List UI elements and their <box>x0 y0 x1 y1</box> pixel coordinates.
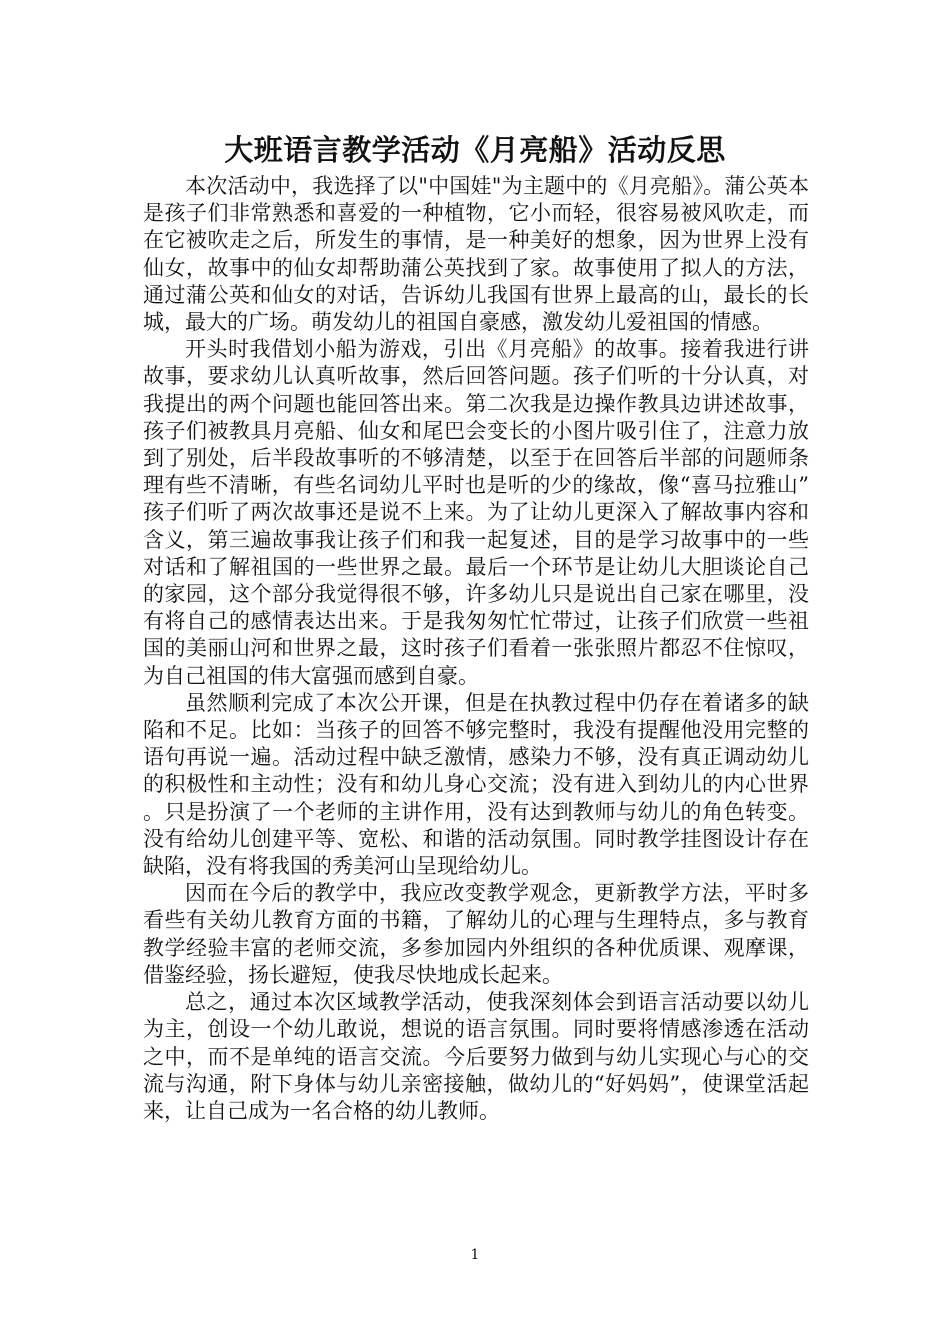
document-title: 大班语言教学活动《月亮船》活动反思 <box>224 133 726 167</box>
paragraph-process: 开头时我借划小船为游戏，引出《月亮船》的故事。接着我进行讲故事，要求幼儿认真听故事，然后回答问题。孩子们听的十分认真，对我提出的两个问题也能回答出来。第二次我是边操作教具边讲述故事，孩子们被教具月亮船、仙女和尾巴会变长的小图片吸引住了，注意力放到了别处，后半段故事听的不够清楚，以至于在回答后半部的问题师条理有些不清晰，有些名词幼儿平时也是听的少的缘故，像“喜马拉雅山”孩子们听了两次故事还是说不上来。为了让幼儿更深入了解故事内容和含义，第三遍故事我让孩子们和我一起复述，目的是学习故事中的一些对话和了解祖国的一些世界之最。最后一个环节是让幼儿大胆谈论自己的家园，这个部分我觉得很不够，许多幼儿只是说出自己家在哪里，没有将自己的感情表达出来。于是我匆匆忙忙带过，让孩子们欣赏一些祖国的美丽山河和世界之最，这时孩子们看着一张张照片都忍不住惊叹，为自己祖国的伟大富强而感到自豪。 <box>143 337 809 688</box>
paragraph-conclusion: 总之，通过本次区域教学活动，使我深刻体会到语言活动要以幼儿为主，创设一个幼儿敢说，想说的语言氛围。同时要将情感渗透在活动之中，而不是单纯的语言交流。今后要努力做到与幼儿实现心与心的交流与沟通，附下身体与幼儿亲密接触，做幼儿的“好妈妈”，使课堂活起来，让自己成为一名合格的幼儿教师。 <box>143 990 809 1123</box>
page-number: 1 <box>470 1247 480 1263</box>
paragraph-intro: 本次活动中，我选择了以"中国娃"为主题中的《月亮船》。蒲公英本是孩子们非常熟悉和喜爱的一种植物，它小而轻，很容易被风吹走，而在它被吹走之后，所发生的事情，是一种美好的想象，因为世界上没有仙女，故事中的仙女却帮助蒲公英找到了家。故事使用了拟人的方法，通过蒲公英和仙女的对话，告诉幼儿我国有世界上最高的山，最长的长城，最大的广场。萌发幼儿的祖国自豪感，激发幼儿爱祖国的情感。 <box>143 174 809 335</box>
document-body <box>143 173 809 1125</box>
paragraph-improvements: 因而在今后的教学中，我应改变教学观念，更新教学方法，平时多看些有关幼儿教育方面的书籍，了解幼儿的心理与生理特点，多与教育教学经验丰富的老师交流，多参加园内外组织的各种优质课、观摩课，借鉴经验，扬长避短，使我尽快地成长起来。 <box>143 881 809 987</box>
paragraph-shortcomings: 虽然顺利完成了本次公开课，但是在执教过程中仍存在着诸多的缺陷和不足。比如：当孩子的回答不够完整时，我没有提醒他没用完整的语句再说一遍。活动过程中缺乏激情，感染力不够，没有真正调动幼儿的积极性和主动性；没有和幼儿身心交流；没有进入到幼儿的内心世界。只是扮演了一个老师的主讲作用，没有达到教师与幼儿的角色转变。没有给幼儿创建平等、宽松、和谐的活动氛围。同时教学挂图设计存在缺陷，没有将我国的秀美河山呈现给幼儿。 <box>143 690 809 879</box>
